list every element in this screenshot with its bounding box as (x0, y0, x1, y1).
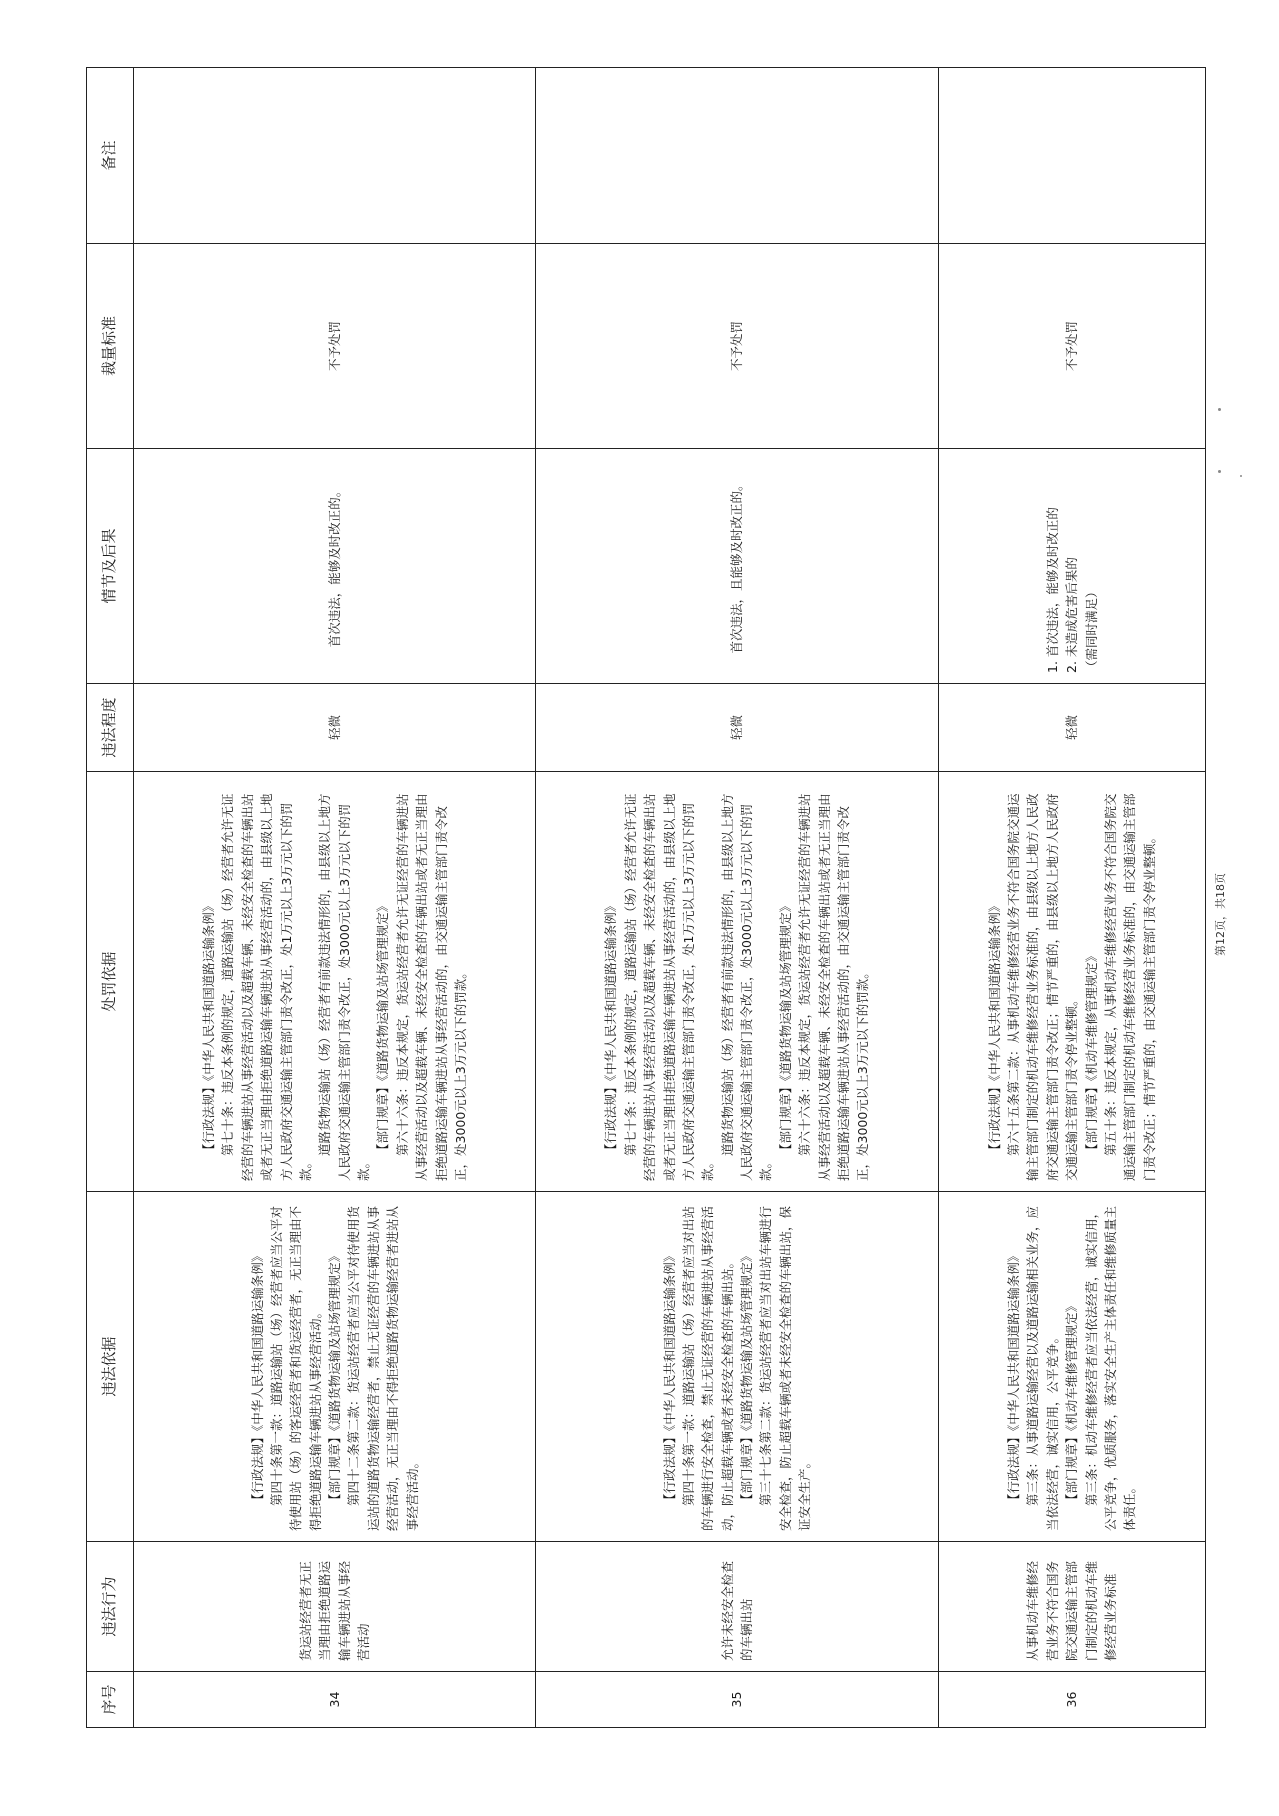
violation-behavior: 允许未经安全检查的车辆出站 (536, 1542, 938, 1672)
violation-degree: 轻微 (536, 684, 938, 772)
penalty-paragraph: 【部门规章】《道路货物运输及站场管理规定》 (375, 899, 391, 1156)
penalty-paragraph: 【行政法规】《中华人民共和国道路运输条例》 (603, 899, 619, 1156)
discretion-standard: 不予处罚 (536, 244, 938, 449)
basis-paragraph: 第四十二条第二款：货运站经营者应当公平对待使用货运站的道路货物运输经营者，禁止无证经营的车辆进站从事经营活动，无正当理由不得拒绝道路货物运输经营者进站从事经营活动。 (346, 1205, 420, 1531)
penalty-paragraph: 第六十六条：违反本规定，货运站经营者允许无证经营的车辆进站从事经营活动以及超载车辆、未经安全检查的车辆出站或者无正当理由拒绝道路运输车辆进站从事经营活动的，由交通运输主管部门责令改正，处3000元以上3万元以下的罚款。 (797, 793, 871, 1181)
consequence-line: 首次违法，且能够及时改正的。 (729, 478, 745, 654)
penalty-paragraph: 【部门规章】《道路货物运输及站场管理规定》 (777, 899, 793, 1156)
discretion-standard: 不予处罚 (134, 244, 536, 449)
consequence-line: 1. 首次违法，能够及时改正的 (1044, 507, 1060, 673)
penalty-paragraph: 第六十六条：违反本规定，货运站经营者允许无证经营的车辆进站从事经营活动以及超载车辆、未经安全检查的车辆出站或者无正当理由拒绝道路运输车辆进站从事经营活动的，由交通运输主管部门责令改正，处3000元以上3万元以下的罚款。 (394, 793, 468, 1181)
violation-basis (536, 1192, 938, 1542)
row-number: 34 (134, 1672, 536, 1728)
table-row (134, 68, 536, 1728)
violation-degree: 轻微 (938, 684, 1205, 772)
table-row (938, 68, 1205, 1728)
violation-behavior: 货运站经营者无正当理由拒绝道路运输车辆进站从事经营活动 (134, 1542, 536, 1672)
penalty-paragraph: 【部门规章】《机动车维修管理规定》 (1083, 949, 1099, 1156)
header-standard: 裁量标准 (87, 244, 134, 449)
consequence-line: 2. 未造成危害后果的 (1064, 557, 1080, 673)
header-behavior: 违法行为 (87, 1542, 134, 1672)
penalty-paragraph: 第六十五条第二款：从事机动车维修经营业务不符合国务院交通运输主管部门制定的机动车维修经营业务标准的，由县级以上地方人民政府交通运输主管部门责令改正；情节严重的，由县级以上地方人民政府交通运输主管部门责令停业整顿。 (1006, 793, 1080, 1181)
basis-paragraph: 【部门规章】《道路货物运输及站场管理规定》 (739, 1249, 755, 1506)
penalty-paragraph: 【行政法规】《中华人民共和国道路运输条例》 (986, 899, 1002, 1156)
header-no: 序号 (87, 1672, 134, 1728)
penalty-paragraph: 道路货物运输站（场）经营者有前款违法情形的，由县级以上地方人民政府交通运输主管部门责令改正，处3000元以上3万元以下的罚款。 (317, 793, 372, 1181)
penalty-paragraph: 道路货物运输站（场）经营者有前款违法情形的，由县级以上地方人民政府交通运输主管部门责令改正，处3000元以上3万元以下的罚款。 (719, 793, 774, 1181)
scan-speck (1240, 475, 1242, 477)
remark (134, 68, 536, 244)
discretion-standard: 不予处罚 (938, 244, 1205, 449)
page-footer (1206, 838, 1246, 958)
table-row (536, 68, 938, 1728)
header-penalty: 处罚依据 (87, 772, 134, 1192)
row-number: 36 (938, 1672, 1205, 1728)
basis-paragraph: 第三十七条第二款：货运站经营者应当对出站车辆进行安全检查，防止超载车辆或者未经安全检查的车辆出站，保证安全生产。 (758, 1205, 813, 1531)
basis-paragraph: 【部门规章】《道路货物运输及站场管理规定》 (327, 1249, 343, 1506)
basis-paragraph: 第三条：从事道路运输经营以及道路运输相关业务，应当依法经营，诚实信用，公平竞争。 (1025, 1205, 1060, 1531)
scan-speck (1218, 470, 1221, 473)
header-consequence: 情节及后果 (87, 449, 134, 684)
basis-paragraph: 【行政法规】《中华人民共和国道路运输条例》 (1006, 1249, 1022, 1506)
violation-degree: 轻微 (134, 684, 536, 772)
penalty-discretion-table (86, 67, 1206, 1728)
row-number: 35 (536, 1672, 938, 1728)
circumstances (938, 449, 1205, 684)
consequence-line: （需同时满足） (1083, 585, 1099, 673)
violation-basis (134, 1192, 536, 1542)
penalty-basis (134, 772, 536, 1192)
basis-paragraph: 第四十条第一款：道路运输站（场）经营者应当对出站的车辆进行安全检查，禁止无证经营的车辆进站从事经营活动，防止超载车辆或者未经安全检查的车辆出站。 (680, 1205, 735, 1531)
table-header-row (87, 68, 134, 1728)
basis-paragraph: 第三条：机动车维修经营者应当依法经营，诚实信用，公平竞争，优质服务，落实安全生产主体责任和维修质量主体责任。 (1083, 1205, 1138, 1531)
penalty-basis (536, 772, 938, 1192)
penalty-paragraph: 第七十条：违反本条例的规定，道路运输站（场）经营者允许无证经营的车辆进站从事经营活动以及超载车辆、未经安全检查的车辆出站或者无正当理由拒绝道路运输车辆进站从事经营活动的，由县级以上地方人民政府交通运输主管部门责令改正，处1万元以上3万元以下的罚款。 (220, 793, 313, 1181)
header-remark: 备注 (87, 68, 134, 244)
penalty-basis (938, 772, 1205, 1192)
penalty-paragraph: 【行政法规】《中华人民共和国道路运输条例》 (201, 899, 217, 1156)
basis-paragraph: 【部门规章】《机动车维修管理规定》 (1064, 1299, 1080, 1506)
header-degree: 违法程度 (87, 684, 134, 772)
basis-paragraph: 第四十条第一款：道路运输站（场）经营者应当公平对待使用站（场）的客运经营者和货运经营者，无正当理由不得拒绝道路运输车辆进站从事经营活动。 (268, 1205, 323, 1531)
rotated-page (86, 68, 1206, 1728)
penalty-paragraph: 第五十条：违反本规定，从事机动车维修经营业务不符合国务院交通运输主管部门制定的机动车维修经营业务标准的，由交通运输主管部门责令改正；情节严重的，由交通运输主管部门责令停业整顿。 (1102, 793, 1157, 1181)
page-number: 第12页，共18页 (1214, 873, 1227, 956)
consequence-line: 首次违法，能够及时改正的。 (327, 484, 343, 648)
basis-paragraph: 【行政法规】《中华人民共和国道路运输条例》 (249, 1249, 265, 1506)
penalty-paragraph: 第七十条：违反本条例的规定，道路运输站（场）经营者允许无证经营的车辆进站从事经营活动以及超载车辆、未经安全检查的车辆出站或者无正当理由拒绝道路运输车辆进站从事经营活动的，由县级以上地方人民政府交通运输主管部门责令改正，处1万元以上3万元以下的罚款。 (622, 793, 716, 1181)
circumstances (134, 449, 536, 684)
violation-behavior: 从事机动车维修经营业务不符合国务院交通运输主管部门制定的机动车维修经营业务标准 (938, 1542, 1205, 1672)
basis-paragraph: 【行政法规】《中华人民共和国道路运输条例》 (661, 1249, 677, 1506)
violation-basis (938, 1192, 1205, 1542)
remark (938, 68, 1205, 244)
circumstances (536, 449, 938, 684)
remark (536, 68, 938, 244)
scan-speck (1218, 408, 1221, 411)
header-basis: 违法依据 (87, 1192, 134, 1542)
